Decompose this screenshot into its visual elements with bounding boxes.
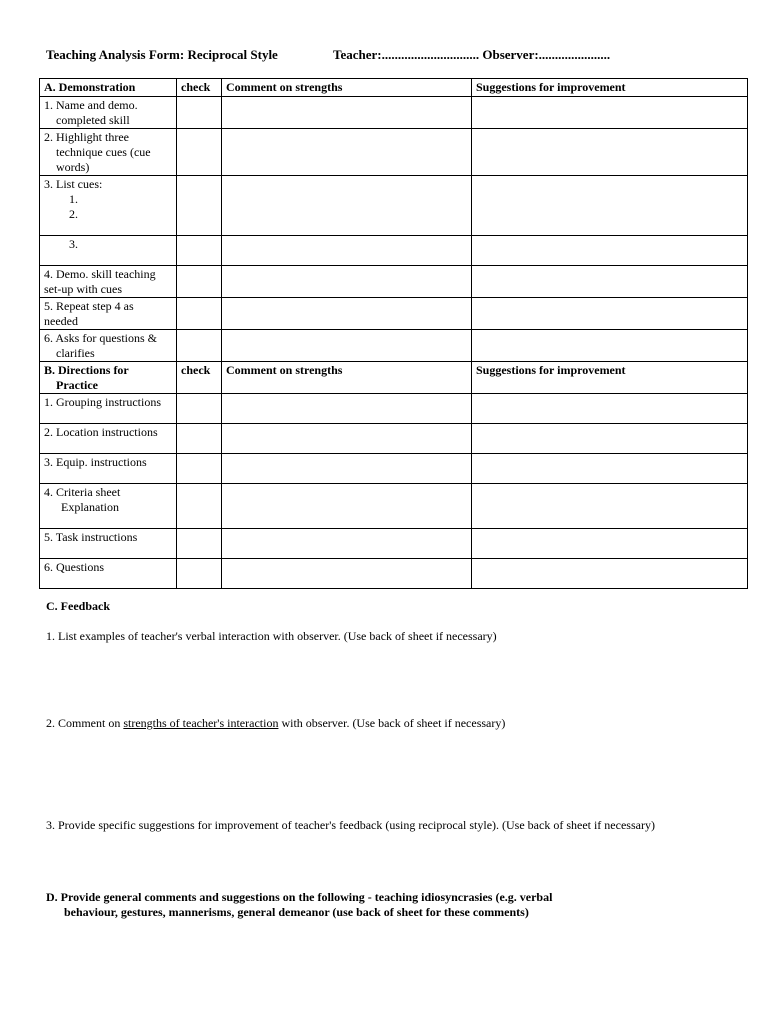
comment-cell[interactable] [222, 129, 472, 176]
table-row [40, 298, 748, 330]
criterion-cell: 2. Location instructions [40, 424, 177, 454]
table-row [40, 266, 748, 298]
table-row [40, 454, 748, 484]
table-row [40, 236, 748, 266]
criterion-cell: 4. Criteria sheet Explanation [40, 484, 177, 529]
comment-cell[interactable] [222, 559, 472, 589]
suggestions-column-header: Suggestions for improvement [472, 362, 748, 394]
section-b-heading: B. Directions for Practice [40, 362, 177, 394]
comment-cell[interactable] [222, 298, 472, 330]
suggestion-cell[interactable] [472, 176, 748, 236]
table-row [40, 129, 748, 176]
check-column-header: check [177, 362, 222, 394]
check-cell[interactable] [177, 236, 222, 266]
suggestion-cell[interactable] [472, 559, 748, 589]
section-b-header-row [40, 362, 748, 394]
feedback-question-1: 1. List examples of teacher's verbal interaction with observer. (Use back of sheet if necessary) [46, 629, 497, 643]
table-row [40, 330, 748, 362]
suggestion-cell[interactable] [472, 424, 748, 454]
criterion-cell: 1. Name and demo. completed skill [40, 97, 177, 129]
feedback-question-2: 2. Comment on strengths of teacher's interaction with observer. (Use back of sheet if necessary) [46, 716, 506, 730]
check-cell[interactable] [177, 330, 222, 362]
check-cell[interactable] [177, 266, 222, 298]
check-cell[interactable] [177, 394, 222, 424]
criterion-cell: 1. Grouping instructions [40, 394, 177, 424]
form-title: Teaching Analysis Form: Reciprocal Style [46, 47, 278, 62]
comment-cell[interactable] [222, 330, 472, 362]
suggestion-cell[interactable] [472, 236, 748, 266]
section-d-prompt: D. Provide general comments and suggestions on the following - teaching idiosyncrasies (e.g. verbal behaviour, gestures, mannerisms, general demeanor (use back of sheet for these comments) [46, 890, 553, 919]
suggestion-cell[interactable] [472, 394, 748, 424]
suggestion-cell[interactable] [472, 330, 748, 362]
suggestion-cell[interactable] [472, 129, 748, 176]
teacher-observer-fields: Teacher:.............................. Observer:...................... [333, 47, 611, 62]
comment-cell[interactable] [222, 97, 472, 129]
table-row [40, 559, 748, 589]
check-cell[interactable] [177, 424, 222, 454]
suggestion-cell[interactable] [472, 266, 748, 298]
form-header [46, 47, 611, 63]
section-a-header-row [40, 79, 748, 97]
table-row [40, 424, 748, 454]
check-cell[interactable] [177, 176, 222, 236]
feedback-question-3: 3. Provide specific suggestions for improvement of teacher's feedback (using reciprocal style). (Use back of sheet if necessary) [46, 818, 655, 832]
comment-cell[interactable] [222, 484, 472, 529]
check-cell[interactable] [177, 559, 222, 589]
check-cell[interactable] [177, 298, 222, 330]
criterion-cell: 5. Task instructions [40, 529, 177, 559]
comment-cell[interactable] [222, 176, 472, 236]
criterion-cell: 3. Equip. instructions [40, 454, 177, 484]
criterion-cell: 3. List cues: 1. 2. [40, 176, 177, 236]
suggestion-cell[interactable] [472, 484, 748, 529]
suggestions-column-header: Suggestions for improvement [472, 79, 748, 97]
criterion-cell: 4. Demo. skill teaching set-up with cues [40, 266, 177, 298]
comment-cell[interactable] [222, 394, 472, 424]
comment-cell[interactable] [222, 236, 472, 266]
comment-column-header: Comment on strengths [222, 79, 472, 97]
suggestion-cell[interactable] [472, 298, 748, 330]
table-row [40, 97, 748, 129]
section-c-heading: C. Feedback [46, 599, 110, 613]
section-a-heading: A. Demonstration [40, 79, 177, 97]
check-column-header: check [177, 79, 222, 97]
suggestion-cell[interactable] [472, 529, 748, 559]
suggestion-cell[interactable] [472, 454, 748, 484]
suggestion-cell[interactable] [472, 97, 748, 129]
analysis-table [39, 78, 748, 589]
comment-cell[interactable] [222, 529, 472, 559]
check-cell[interactable] [177, 529, 222, 559]
criterion-cell: 3. [40, 236, 177, 266]
check-cell[interactable] [177, 97, 222, 129]
table-row [40, 394, 748, 424]
comment-cell[interactable] [222, 424, 472, 454]
criterion-cell: 6. Questions [40, 559, 177, 589]
check-cell[interactable] [177, 454, 222, 484]
criterion-cell: 6. Asks for questions & clarifies [40, 330, 177, 362]
check-cell[interactable] [177, 484, 222, 529]
comment-cell[interactable] [222, 454, 472, 484]
check-cell[interactable] [177, 129, 222, 176]
table-row [40, 176, 748, 236]
table-row [40, 529, 748, 559]
comment-column-header: Comment on strengths [222, 362, 472, 394]
comment-cell[interactable] [222, 266, 472, 298]
criterion-cell: 5. Repeat step 4 as needed [40, 298, 177, 330]
table-row [40, 484, 748, 529]
criterion-cell: 2. Highlight three technique cues (cue words) [40, 129, 177, 176]
